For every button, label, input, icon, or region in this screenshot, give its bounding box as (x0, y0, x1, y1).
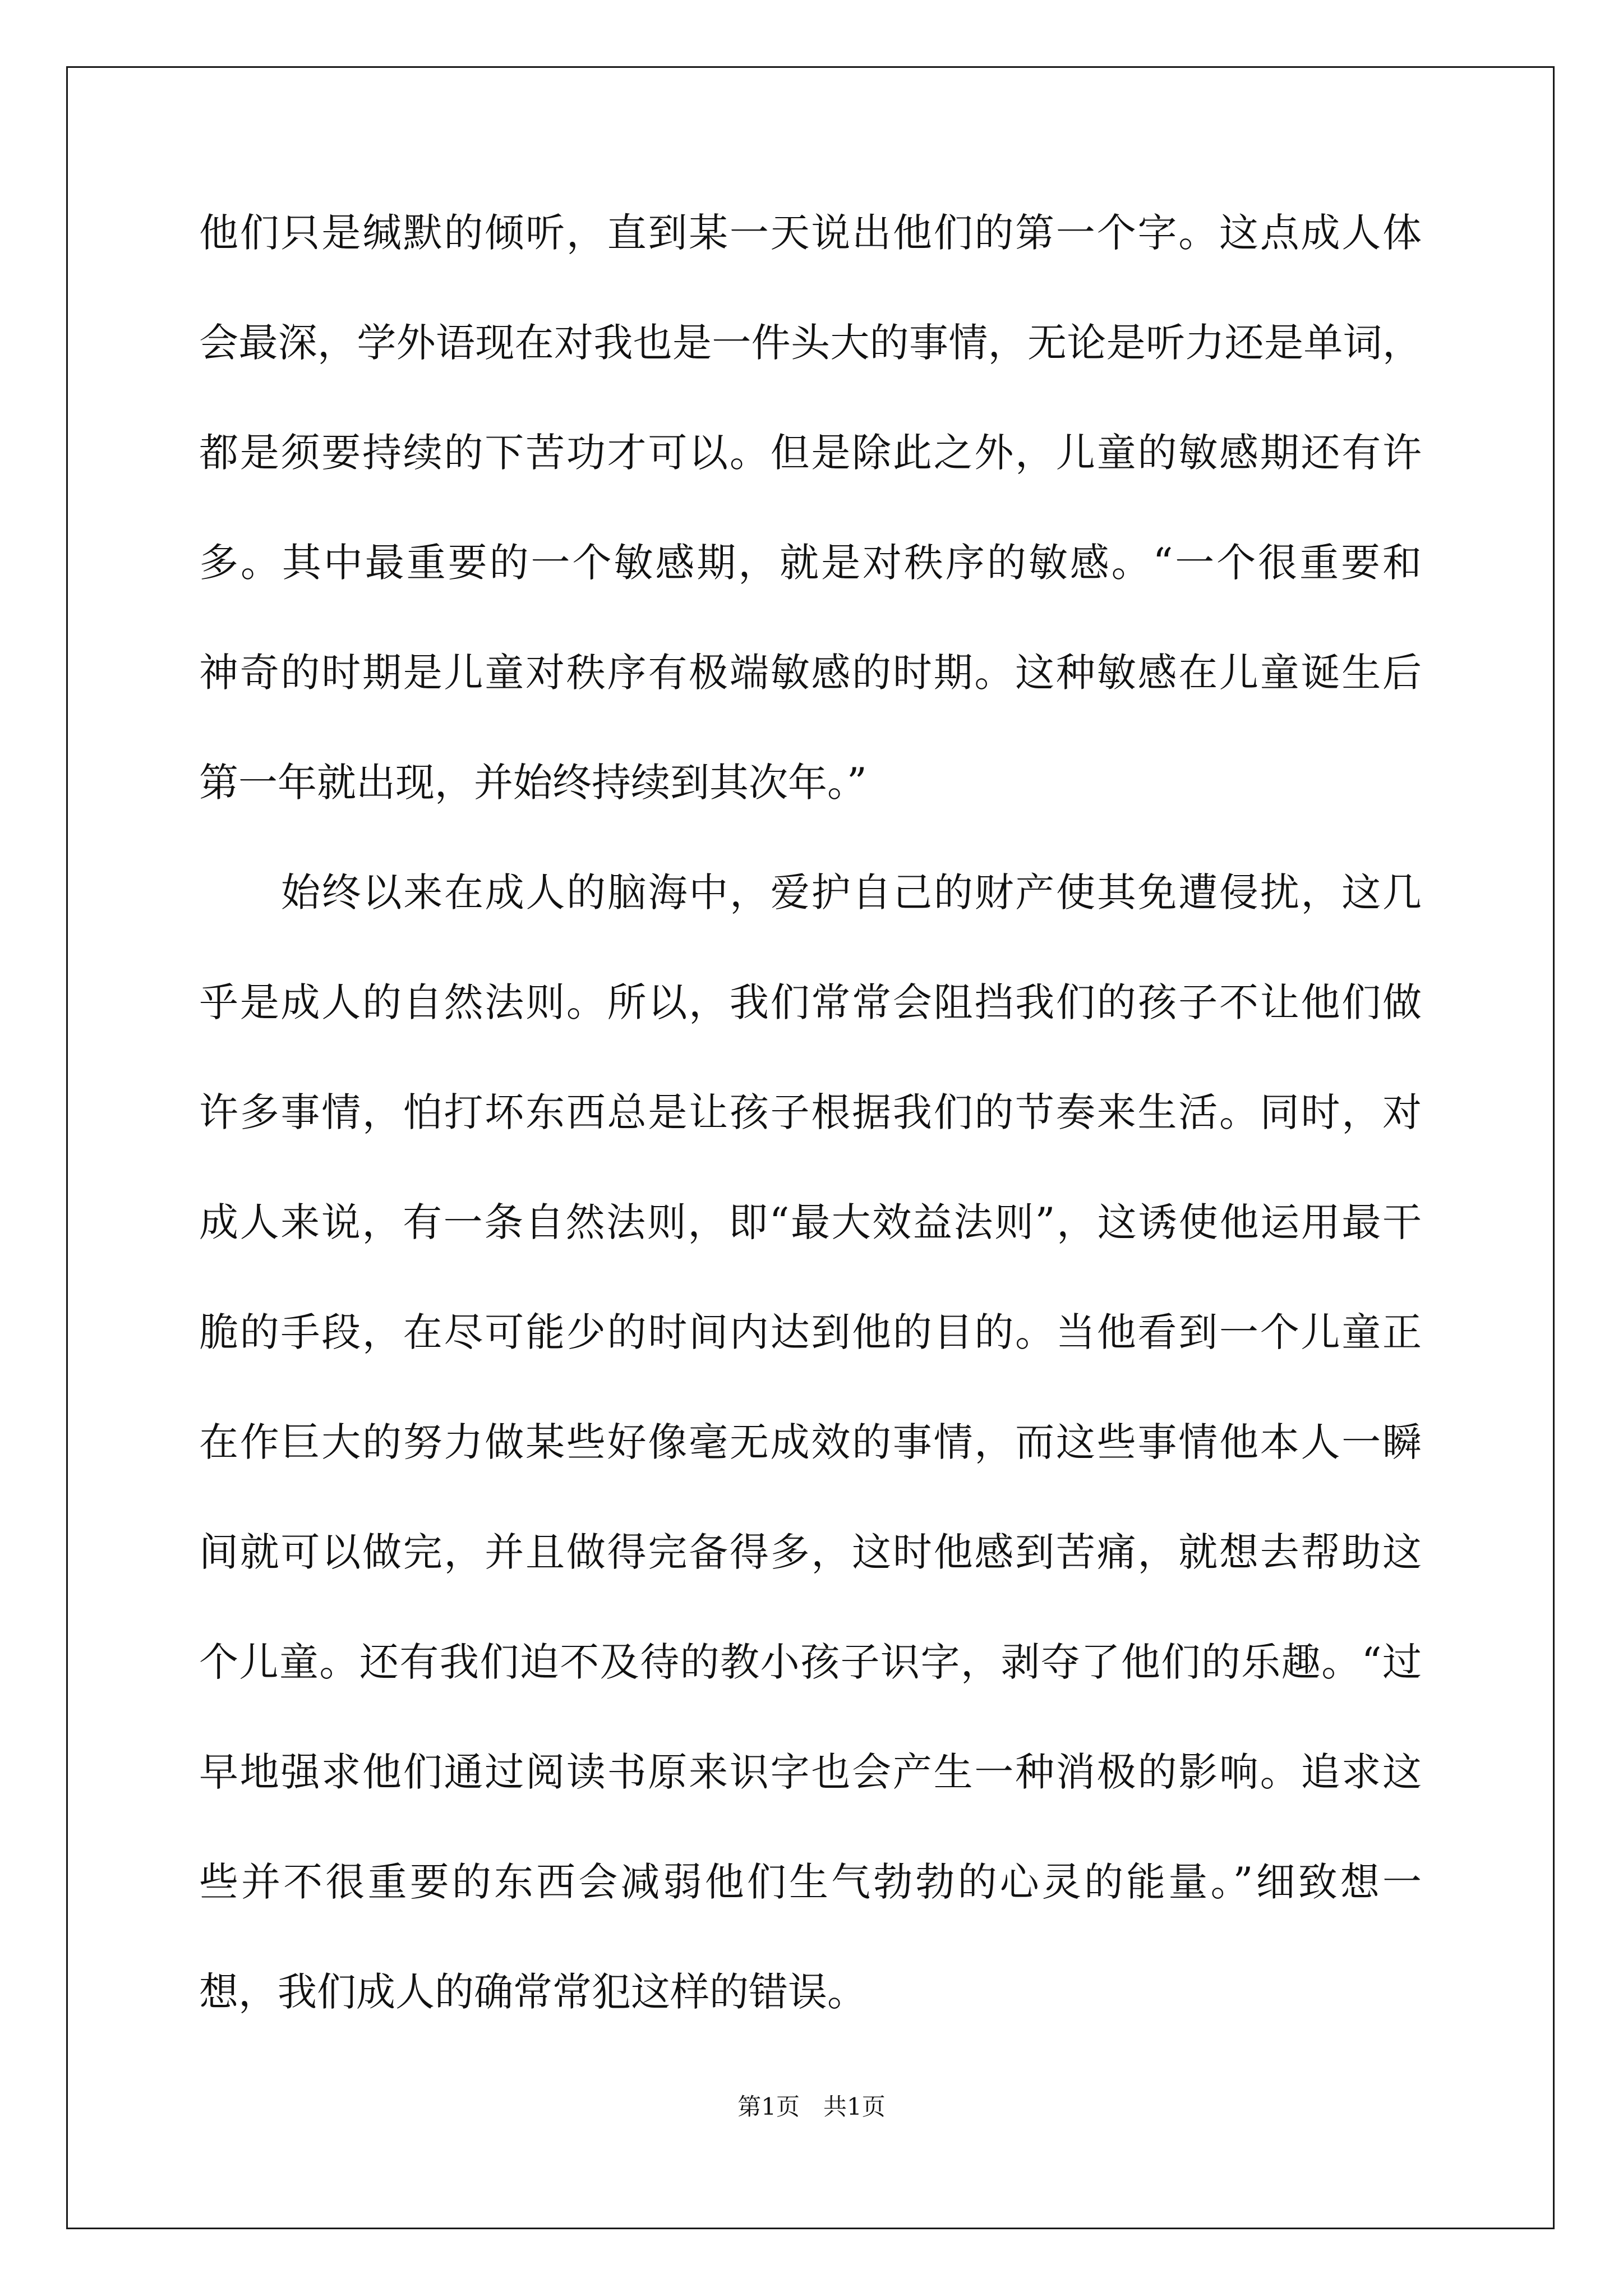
page-number-footer: 第1页 共1页 (737, 2093, 886, 2120)
text-line: 都是须要持续的下苦功才可以。但是除此之外，儿童的敏感期还有许 (199, 430, 1422, 476)
text-line: 许多事情，怕打坏东西总是让孩子根据我们的节奏来生活。同时，对 (199, 1089, 1422, 1135)
text-line: 神奇的时期是儿童对秩序有极端敏感的时期。这种敏感在儿童诞生后 (199, 650, 1422, 696)
text-line: 在作巨大的努力做某些好像毫无成效的事情，而这些事情他本人一瞬 (199, 1419, 1422, 1465)
paragraph-start-line: 始终以来在成人的脑海中，爱护自己的财产使其免遭侵扰，这几 (281, 869, 1422, 915)
text-line: 间就可以做完，并且做得完备得多，这时他感到苦痛，就想去帮助这 (199, 1529, 1422, 1575)
document-body (199, 210, 1422, 2082)
text-line: 些并不很重要的东西会减弱他们生气勃勃的心灵的能量。”细致想一 (199, 1859, 1422, 1905)
text-line: 早地强求他们通过阅读书原来识字也会产生一种消极的影响。追求这 (199, 1749, 1422, 1795)
text-line: 脆的手段，在尽可能少的时间内达到他的目的。当他看到一个儿童正 (199, 1309, 1422, 1355)
text-line: 他们只是缄默的倾听，直到某一天说出他们的第一个字。这点成人体 (199, 210, 1422, 256)
text-line: 想，我们成人的确常常犯这样的错误。 (199, 1969, 866, 2015)
text-line: 多。其中最重要的一个敏感期，就是对秩序的敏感。“一个很重要和 (199, 540, 1422, 586)
text-line: 个儿童。还有我们迫不及待的教小孩子识字，剥夺了他们的乐趣。“过 (199, 1639, 1422, 1685)
text-line: 会最深，学外语现在对我也是一件头大的事情，无论是听力还是单词， (199, 320, 1422, 366)
text-line: 第一年就出现，并始终持续到其次年。” (199, 760, 867, 806)
text-line: 乎是成人的自然法则。所以，我们常常会阻挡我们的孩子不让他们做 (199, 979, 1422, 1025)
text-line: 成人来说，有一条自然法则，即“最大效益法则”，这诱使他运用最干 (199, 1199, 1422, 1245)
